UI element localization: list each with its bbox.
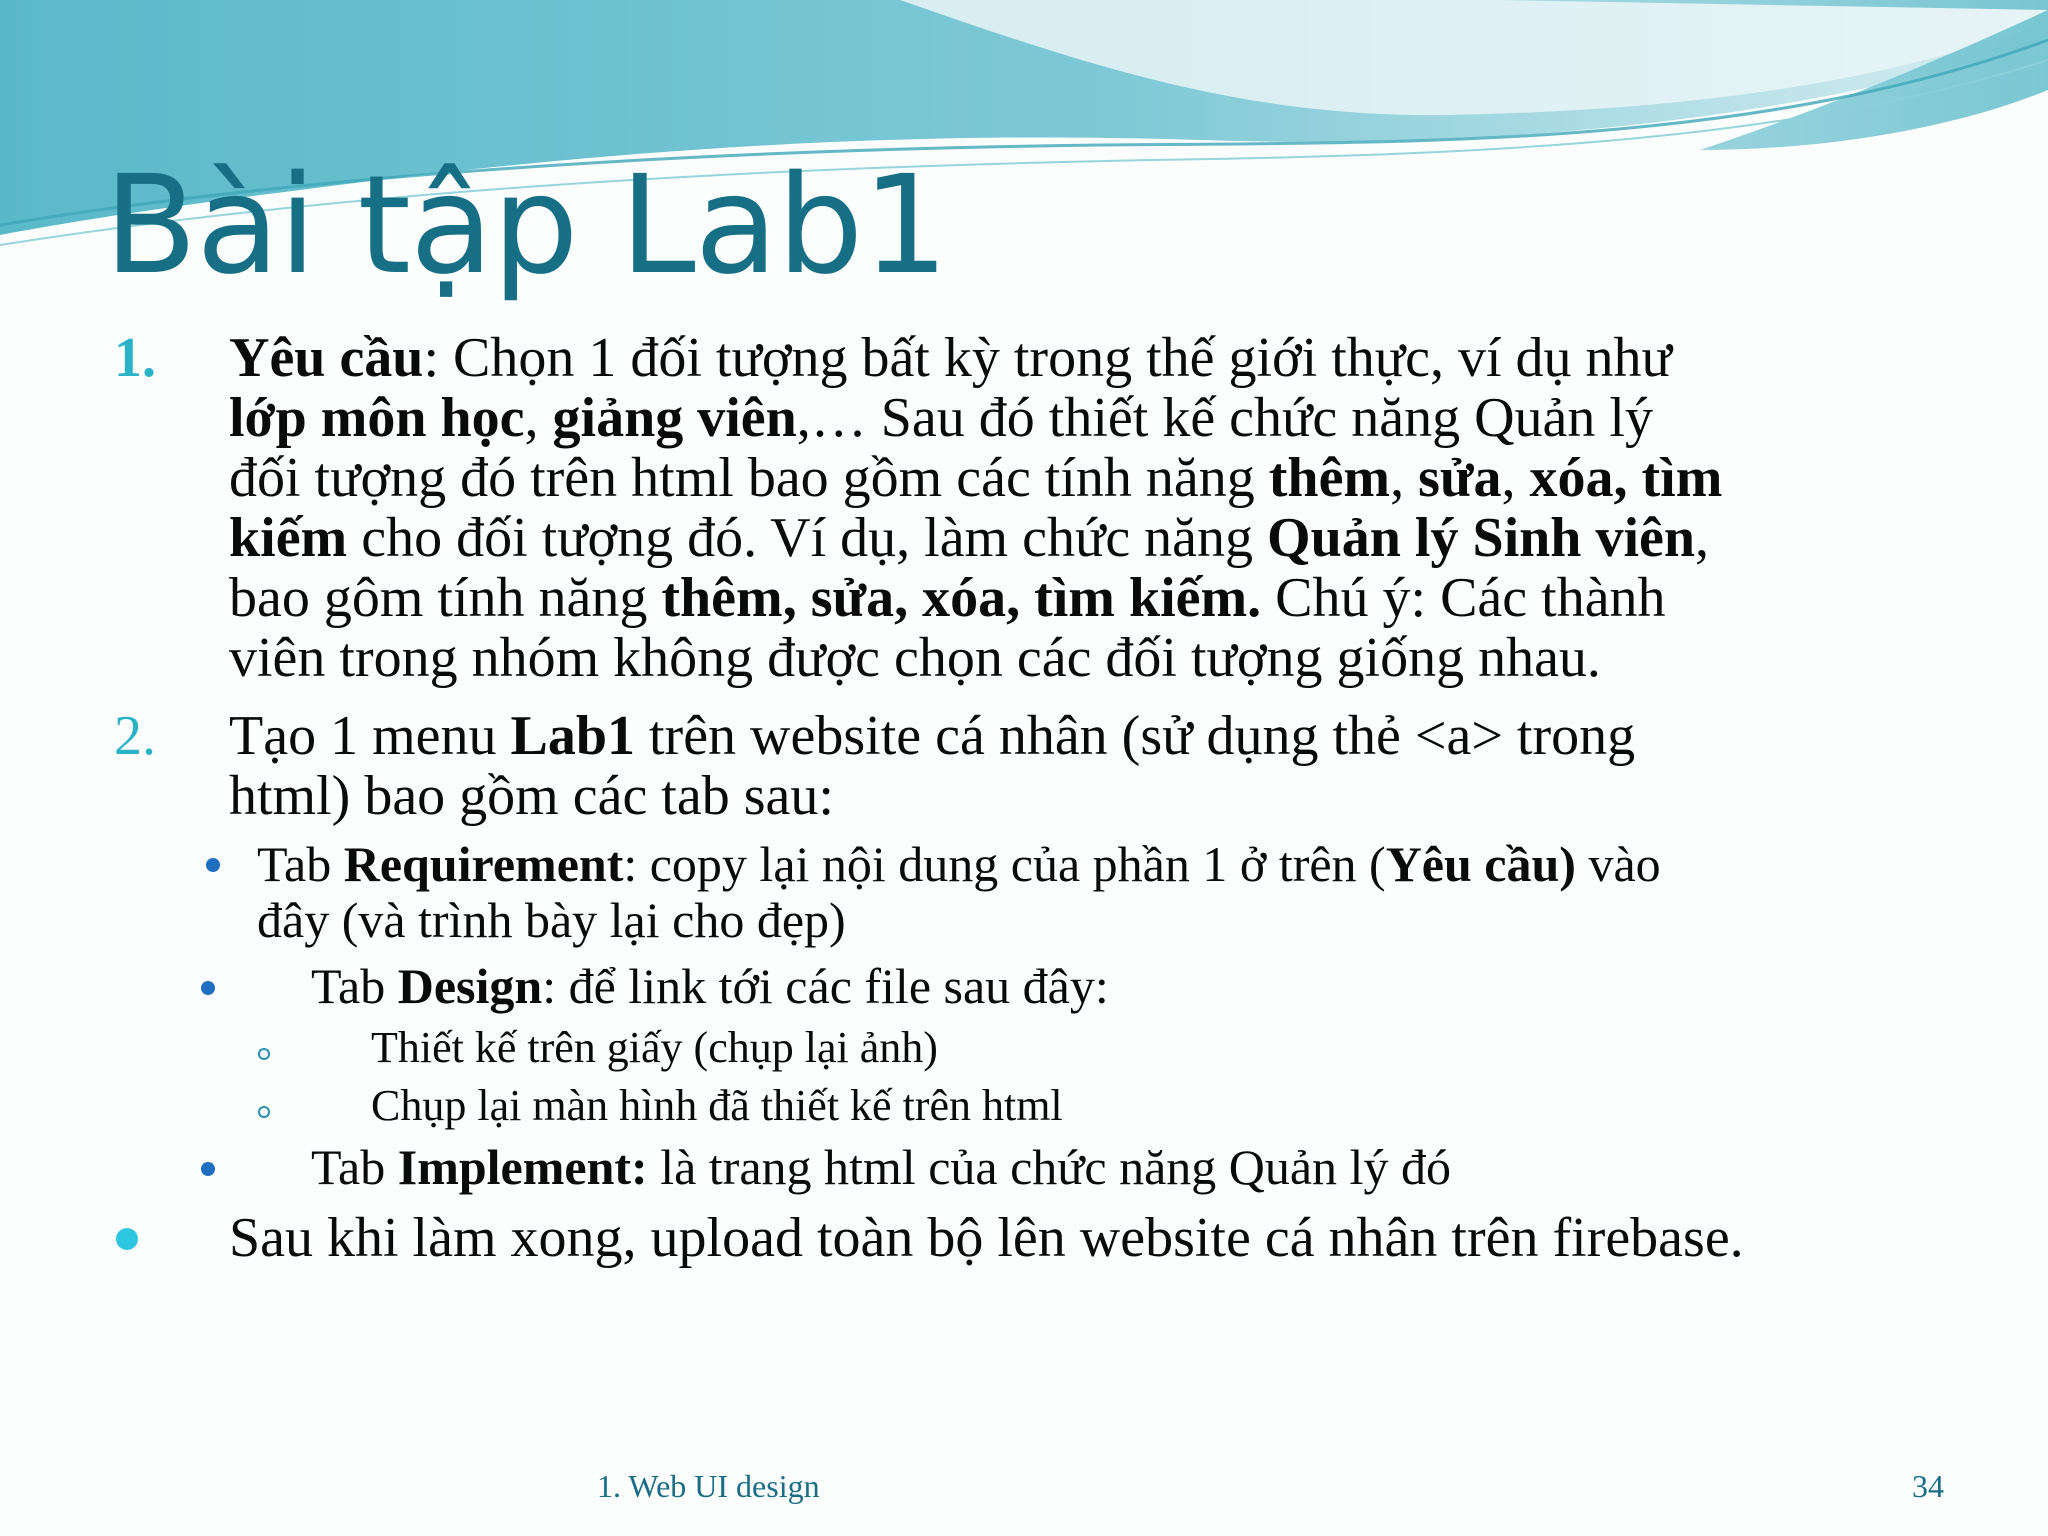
tab-requirement-line2: đây (và trình bày lại cho đẹp) [257, 892, 846, 948]
tab-design-line1: Tab Design: để link tới các file sau đây: [311, 958, 1109, 1014]
footer-page-number: 34 [1912, 1468, 1944, 1504]
slide-title: Bài tập Lab1 [104, 147, 948, 305]
tab-implement-line1: Tab Implement: là trang html của chức năng Quản lý đó [311, 1139, 1451, 1195]
tab-design-sub1: Thiết kế trên giấy (chụp lại ảnh) [371, 1023, 938, 1072]
bullet-dot [206, 858, 220, 872]
footer-section-label: 1. Web UI design [597, 1468, 820, 1504]
sub-bullet-ring [258, 1106, 270, 1118]
tab-requirement-line1: Tab Requirement: copy lại nội dung của phần 1 ở trên (Yêu cầu) vào [257, 836, 1661, 892]
list-number-1: 1. [114, 327, 156, 389]
item1-line2: lớp môn học, giảng viên,… Sau đó thiết kế chức năng Quản lý [229, 387, 1653, 449]
list-number-2: 2. [114, 705, 156, 767]
item2-line1: Tạo 1 menu Lab1 trên website cá nhân (sử dụng thẻ <a> trong [229, 705, 1636, 767]
tab-design-sub2: Chụp lại màn hình đã thiết kế trên html [371, 1081, 1063, 1130]
bullet-dot [116, 1228, 138, 1250]
sub-bullet-ring [258, 1048, 270, 1060]
final-item-text: Sau khi làm xong, upload toàn bộ lên website cá nhân trên firebase. [229, 1207, 1744, 1269]
item2-line2: html) bao gồm các tab sau: [229, 765, 834, 827]
item1-line4: kiếm cho đối tượng đó. Ví dụ, làm chức năng Quản lý Sinh viên, [229, 507, 1710, 569]
bullet-dot [201, 981, 215, 995]
item1-line5: bao gôm tính năng thêm, sửa, xóa, tìm kiếm. Chú ý: Các thành [229, 567, 1666, 629]
bullet-dot [201, 1162, 215, 1176]
item1-line6: viên trong nhóm không được chọn các đối tượng giống nhau. [229, 627, 1601, 689]
item1-line1: Yêu cầu: Chọn 1 đối tượng bất kỳ trong thế giới thực, ví dụ như [229, 327, 1672, 389]
item1-line3: đối tượng đó trên html bao gồm các tính năng thêm, sửa, xóa, tìm [229, 447, 1723, 509]
